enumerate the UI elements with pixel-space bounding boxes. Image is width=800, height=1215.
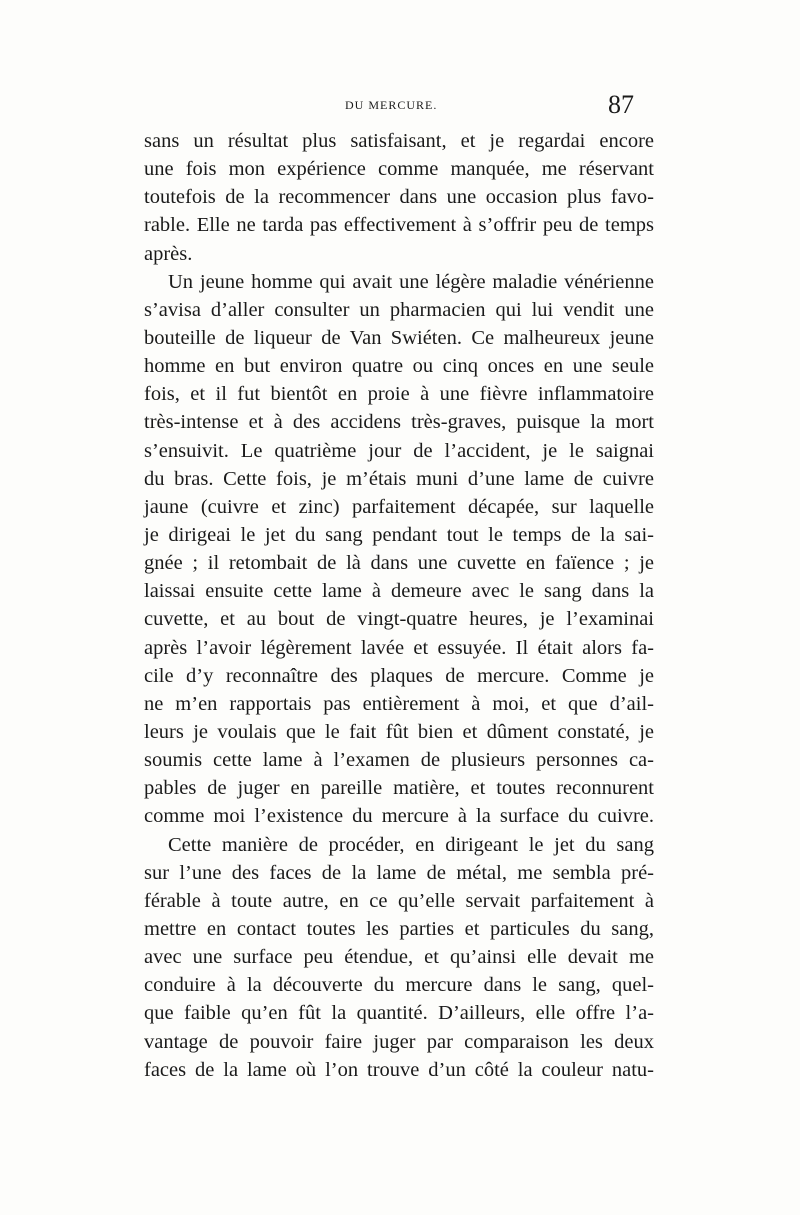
text-line: mettre en contact toutes les parties et particules du sang, [144,917,654,940]
text-line: férable à toute autre, en ce qu’elle servait parfaitement à [144,889,654,912]
text-line: après l’avoir légèrement lavée et essuyée. Il était alors fa- [144,636,654,659]
running-head-title: DU MERCURE. [345,98,438,112]
text-line: que faible qu’en fût la quantité. D’ailleurs, elle offre l’a- [144,1002,654,1025]
text-line: vantage de pouvoir faire juger par comparaison les deux [144,1030,654,1053]
text-line: une fois mon expérience comme manquée, me réservant [144,158,654,181]
text-line: pables de juger en pareille matière, et toutes reconnurent [144,777,654,800]
text-line: très-intense et à des accidens très-graves, puisque la mort [144,411,654,434]
text-line: comme moi l’existence du mercure à la surface du cuivre. [144,805,654,828]
text-line: après. [144,242,193,265]
text-line: avec une surface peu étendue, et qu’ainsi elle devait me [144,946,654,969]
text-line: soumis cette lame à l’examen de plusieurs personnes ca- [144,749,654,772]
text-line: leurs je voulais que le fait fût bien et dûment constaté, je [144,720,654,743]
text-line: homme en but environ quatre ou cinq onces en une seule [144,355,654,378]
text-line: laissai ensuite cette lame à demeure avec le sang dans la [144,580,654,603]
text-line: je dirigeai le jet du sang pendant tout le temps de la sai- [144,523,654,546]
text-line: faces de la lame où l’on trouve d’un côté la couleur natu- [144,1058,654,1081]
text-line: s’avisa d’aller consulter un pharmacien qui lui vendit une [144,298,654,321]
text-line: s’ensuivit. Le quatrième jour de l’accident, je le saignai [144,439,654,462]
text-line: toutefois de la recommencer dans une occasion plus favo- [144,186,654,209]
text-line: rable. Elle ne tarda pas effectivement à s’offrir peu de temps [144,214,654,237]
text-line: conduire à la découverte du mercure dans le sang, quel- [144,974,654,997]
paragraph-first-line: Un jeune homme qui avait une légère maladie vénérienne [168,270,654,293]
text-line: gnée ; il retombait de là dans une cuvette en faïence ; je [144,552,654,575]
text-line: fois, et il fut bientôt en proie à une fièvre inflammatoire [144,383,654,406]
text-line: bouteille de liqueur de Van Swiéten. Ce malheureux jeune [144,326,654,349]
text-line: du bras. Cette fois, je m’étais muni d’une lame de cuivre [144,467,654,490]
page-number: 87 [608,90,634,119]
text-line: sur l’une des faces de la lame de métal, me sembla pré- [144,861,654,884]
running-head [0,92,800,122]
paragraph-first-line: Cette manière de procéder, en dirigeant le jet du sang [168,833,654,856]
text-line: ne m’en rapportais pas entièrement à moi, et que d’ail- [144,692,654,715]
text-line: jaune (cuivre et zinc) parfaitement décapée, sur laquelle [144,495,654,518]
text-line: sans un résultat plus satisfaisant, et je regardai encore [144,130,654,152]
text-line: cile d’y reconnaître des plaques de mercure. Comme je [144,664,654,687]
body-text [144,127,654,1084]
text-line: cuvette, et au bout de vingt-quatre heures, je l’examinai [144,608,654,631]
